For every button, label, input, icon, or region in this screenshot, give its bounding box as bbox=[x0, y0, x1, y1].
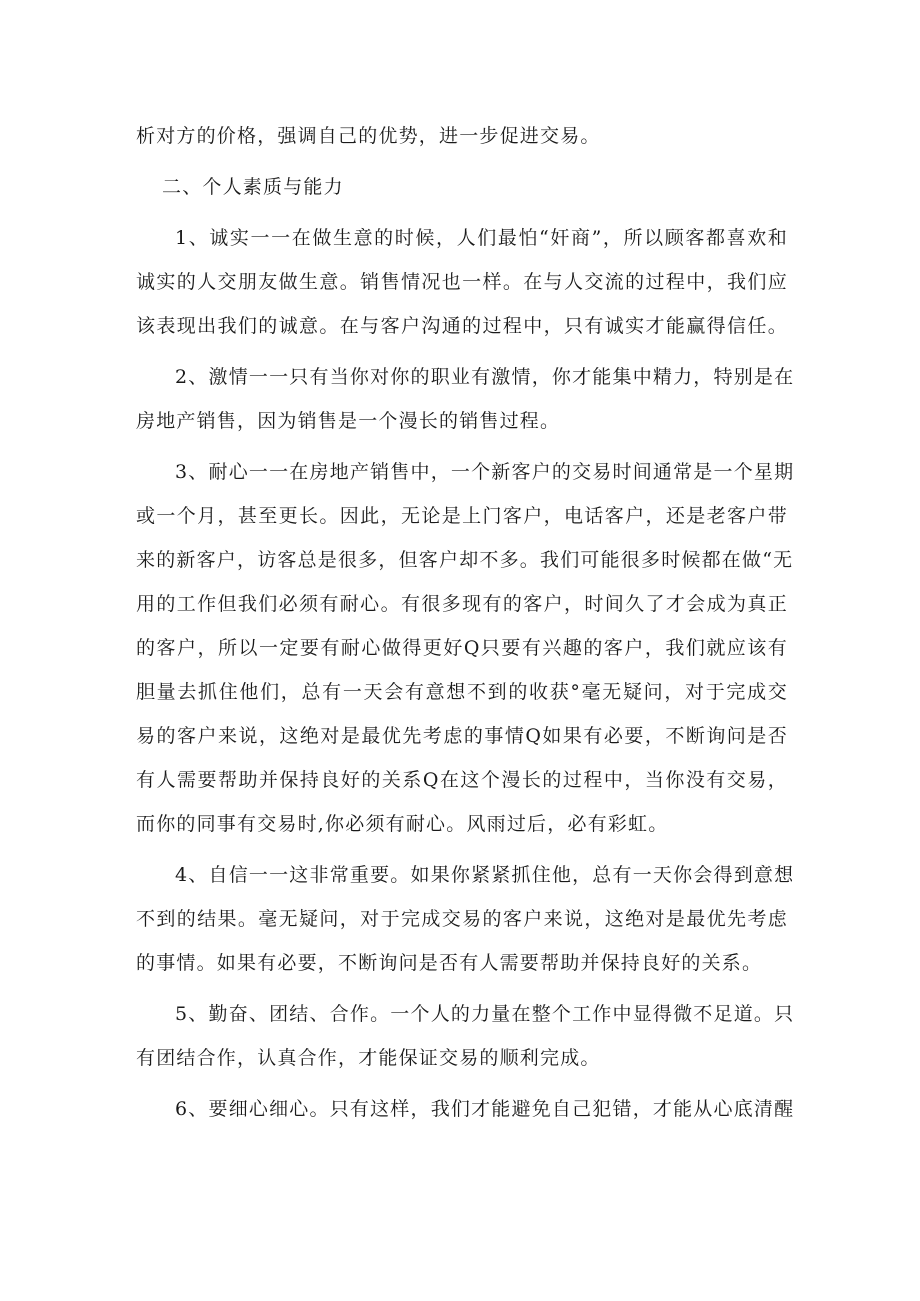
text-line: 6、要细心细心。只有这样，我们才能避免自己犯错，才能从心底清醒 bbox=[175, 1098, 795, 1120]
text-line: 胆量去抓住他们，总有一天会有意想不到的收获°毫无疑问，对于完成交 bbox=[136, 681, 788, 703]
text-line: 不到的结果。毫无疑问，对于完成交易的客户来说，这绝对是最优先考虑 bbox=[136, 908, 788, 930]
text-line: 房地产销售，因为销售是一个漫长的销售过程。 bbox=[136, 410, 561, 432]
paragraph-confidence bbox=[136, 853, 795, 985]
text-line: 用的工作但我们必须有耐心。有很多现有的客户，时间久了才会成为真正 bbox=[136, 593, 788, 615]
document-body bbox=[136, 114, 795, 1131]
text-line: 来的新客户，访客总是很多，但客户却不多。我们可能很多时候都在做“无 bbox=[136, 549, 794, 571]
paragraph-patience bbox=[136, 450, 795, 846]
continuation-paragraph bbox=[136, 114, 788, 158]
text-line: 有人需要帮助并保持良好的关系Q在这个漫长的过程中，当你没有交易， bbox=[136, 769, 788, 791]
text-line: 5、勤奋、团结、合作。一个人的力量在整个工作中显得微不足道。只 bbox=[175, 1003, 795, 1025]
paragraph-honesty bbox=[136, 216, 788, 348]
text-line: 易的客户来说，这绝对是最优先考虑的事情Q如果有必要，不断询问是否 bbox=[136, 725, 788, 747]
text-line: 4、自信一一这非常重要。如果你紧紧抓住他，总有一天你会得到意想 bbox=[175, 864, 795, 886]
text-line: 的客户，所以一定要有耐心做得更好Q只要有兴趣的客户，我们就应该有 bbox=[136, 637, 788, 659]
text-line: 有团结合作，认真合作，才能保证交易的顺利完成。 bbox=[136, 1047, 601, 1069]
text-line: 析对方的价格，强调自己的优势，进一步促进交易。 bbox=[136, 125, 601, 147]
text-line: 的事情。如果有必要，不断询问是否有人需要帮助并保持良好的关系。 bbox=[136, 952, 763, 974]
text-line: 而你的同事有交易时,你必须有耐心。风雨过后，必有彩虹。 bbox=[136, 813, 669, 835]
text-line: 或一个月，甚至更长。因此，无论是上门客户，电话客户，还是老客户带 bbox=[136, 505, 788, 527]
text-line: 2、激情一一只有当你对你的职业有激情，你才能集中精力，特别是在 bbox=[175, 366, 795, 388]
section-heading bbox=[136, 165, 788, 209]
text-line: 诚实的人交朋友做生意。销售情况也一样。在与人交流的过程中，我们应 bbox=[136, 271, 788, 293]
paragraph-carefulness bbox=[136, 1087, 795, 1131]
text-line: 3、耐心一一在房地产销售中，一个新客户的交易时间通常是一个星期 bbox=[175, 461, 795, 483]
paragraph-passion bbox=[136, 355, 795, 443]
text-line: 1、诚实一一在做生意的时候，人们最怕“奸商”，所以顾客都喜欢和 bbox=[175, 227, 788, 249]
section-heading-text: 二、个人素质与能力 bbox=[162, 176, 344, 198]
paragraph-diligence bbox=[136, 992, 795, 1080]
text-line: 该表现出我们的诚意。在与客户沟通的过程中，只有诚实才能赢得信任。 bbox=[136, 315, 788, 337]
